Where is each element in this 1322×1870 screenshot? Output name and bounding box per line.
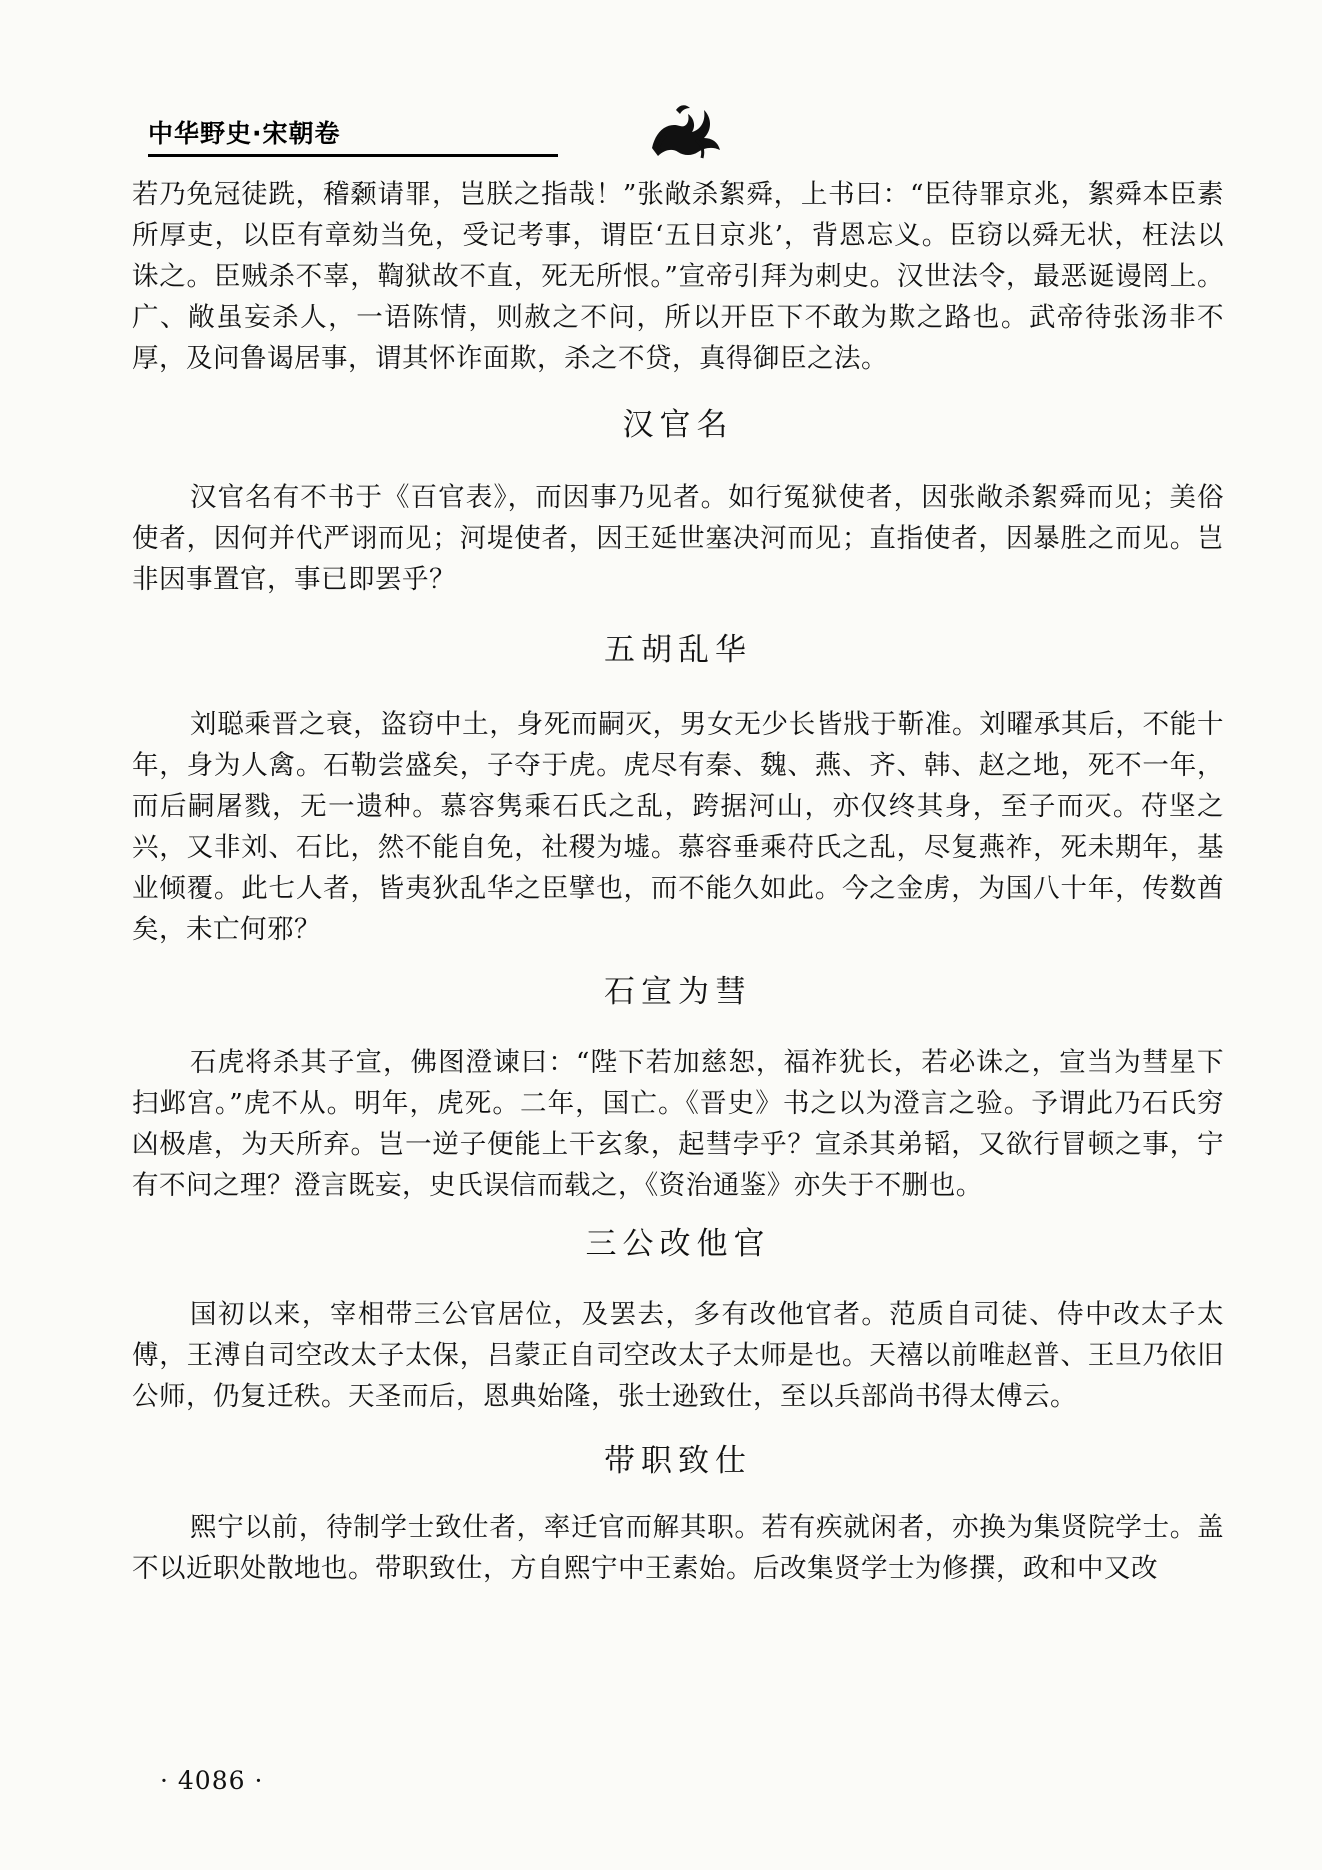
paragraph: 国初以来，宰相带三公官居位，及罢去，多有改他官者。范质自司徒、侍中改太子太傅，王溥自司空改太子太保，吕蒙正自司空改太子太师是也。天禧以前唯赵普、王旦乃依旧公师，仍复迁秩。天圣而后，恩典始隆，张士逊致仕，至以兵部尚书得太傅云。	[132, 1299, 1224, 1412]
header-rule	[148, 154, 558, 157]
section-heading: 石宣为彗	[604, 974, 752, 1010]
page-content	[132, 174, 1224, 1589]
dragon-emblem-icon	[646, 100, 726, 162]
paragraph: 熙宁以前，待制学士致仕者，率迁官而解其职。若有疾就闲者，亦换为集贤院学士。盖不以近职处散地也。带职致仕，方自熙宁中王素始。后改集贤学士为修撰，政和中又改	[132, 1512, 1224, 1584]
running-header	[148, 100, 1058, 156]
section-heading: 汉官名	[622, 407, 734, 443]
section-heading: 三公改他官	[585, 1226, 771, 1262]
book-title: 中华野史·宋朝卷	[148, 119, 341, 148]
page-number: · 4086 ·	[160, 1766, 264, 1795]
paragraph: 刘聪乘晋之衰，盗窃中土，身死而嗣灭，男女无少长皆戕于靳准。刘曜承其后，不能十年，身为人禽。石勒尝盛矣，子夺于虎。虎尽有秦、魏、燕、齐、韩、赵之地，死不一年，而后嗣屠戮，无一遗种。慕容隽乘石氏之乱，跨据河山，亦仅终其身，至子而灭。苻坚之兴，又非刘、石比，然不能自免，社稷为墟。慕容垂乘苻氏之乱，尽复燕祚，死未期年，基业倾覆。此七人者，皆夷狄乱华之臣擘也，而不能久如此。今之金虏，为国八十年，传数酋矣，未亡何邪？	[132, 709, 1224, 945]
paragraph: 汉官名有不书于《百官表》，而因事乃见者。如行冤狱使者，因张敞杀絮舜而见；美俗使者，因何并代严诩而见；河堤使者，因王延世塞决河而见；直指使者，因暴胜之而见。岂非因事置官，事已即罢乎？	[132, 482, 1224, 595]
paragraph: 若乃免冠徒跣，稽颡请罪，岂朕之指哉！”张敞杀絮舜，上书曰：“臣待罪京兆，絮舜本臣素所厚吏，以臣有章劾当免，受记考事，谓臣‘五日京兆’，背恩忘义。臣窃以舜无状，枉法以诛之。臣贼杀不辜，鞫狱故不直，死无所恨。”宣帝引拜为刺史。汉世法令，最恶诞谩罔上。广、敞虽妄杀人，一语陈情，则赦之不问，所以开臣下不敢为欺之路也。武帝待张汤非不厚，及问鲁谒居事，谓其怀诈面欺，杀之不贷，真得御臣之法。	[132, 179, 1224, 374]
section-heading: 五胡乱华	[604, 632, 752, 668]
paragraph: 石虎将杀其子宣，佛图澄谏曰：“陛下若加慈恕，福祚犹长，若必诛之，宣当为彗星下扫邺宫。”虎不从。明年，虎死。二年，国亡。《晋史》书之以为澄言之验。予谓此乃石氏穷凶极虐，为天所弃。岂一逆子便能上干玄象，起彗孛乎？宣杀其弟韬，又欲行冒顿之事，宁有不问之理？澄言既妄，史氏误信而载之，《资治通鉴》亦失于不删也。	[132, 1047, 1224, 1201]
section-heading: 带职致仕	[604, 1443, 752, 1479]
